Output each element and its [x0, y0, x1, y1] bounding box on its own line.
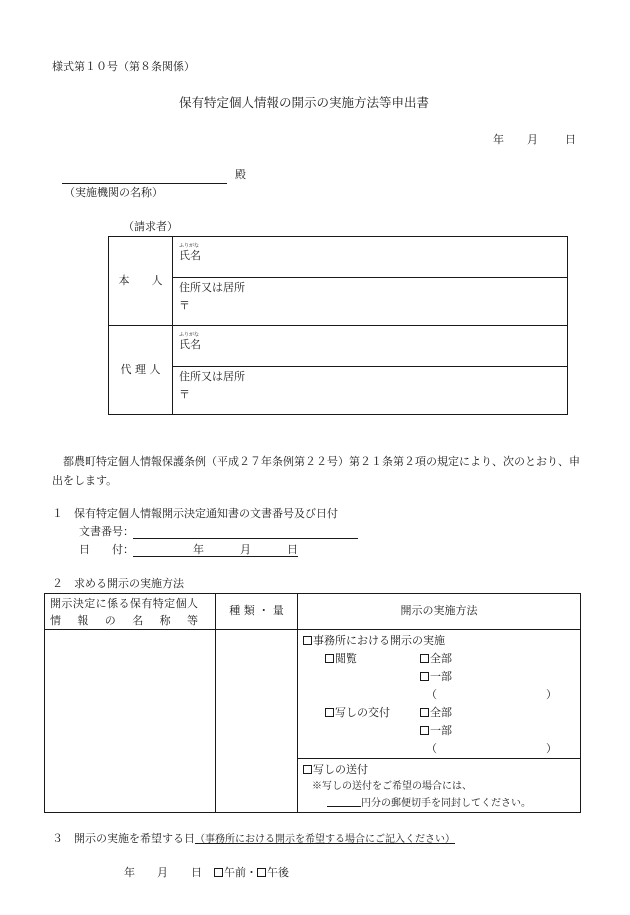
doc-number-label: 文書番号：: [79, 525, 134, 538]
date-day-label: 日: [565, 133, 576, 146]
view-paren-close: ）: [546, 688, 557, 701]
agent-postal-mark: 〒: [179, 388, 190, 402]
view-all-option[interactable]: 全部: [420, 650, 452, 668]
section2-heading: ２ 求める開示の実施方法: [52, 577, 184, 590]
ampm-selector: [214, 866, 289, 880]
copy-paren-open: （: [426, 742, 437, 755]
principal-label: 本 人: [118, 273, 163, 287]
principal-address-label: 住所又は居所: [179, 281, 245, 294]
agent-name-ruby: ふりがな: [179, 332, 200, 338]
copy-paren-close: ）: [546, 742, 557, 755]
office-option[interactable]: 事務所における開示の実施: [303, 632, 580, 650]
copy-part-option[interactable]: 一部: [420, 722, 452, 740]
view-part-option[interactable]: 一部: [420, 668, 452, 686]
principal-name-label: 氏名: [179, 249, 201, 262]
agent-label-cell: [109, 326, 173, 415]
addressee-caption: （実施機関の名称）: [64, 186, 163, 199]
section3-year: 年: [124, 866, 135, 879]
principal-postal-mark: 〒: [179, 299, 190, 313]
requester-heading: （請求者）: [123, 220, 178, 233]
agent-address-label: 住所又は居所: [179, 370, 245, 383]
section1-heading: １ 保有特定個人情報開示決定通知書の文書番号及び日付: [52, 507, 338, 520]
principal-address-field[interactable]: [173, 278, 568, 326]
agent-address-field[interactable]: [173, 367, 568, 415]
stamp-amount-input[interactable]: [327, 796, 361, 807]
addressee-honorific: 殿: [235, 168, 246, 181]
office-disclosure-cell: [298, 630, 581, 759]
am-option[interactable]: 午前: [214, 866, 246, 879]
mail-cell: [298, 759, 581, 813]
copy-all-option[interactable]: 全部: [420, 704, 452, 722]
mail-note: ※写しの送付をご希望の場合には、: [312, 781, 472, 792]
mail-checkbox[interactable]: [303, 765, 312, 774]
pm-option[interactable]: 午後: [257, 866, 289, 879]
doc-date-year: 年: [193, 543, 204, 556]
section3-month: 月: [157, 866, 168, 879]
stamp-note: 円分の郵便切手を同封してください。: [361, 798, 531, 809]
col3-header: 開示の実施方法: [298, 594, 581, 630]
section3-note: （事務所における開示を希望する場合にご記入ください）: [195, 834, 455, 845]
doc-date-month: 月: [240, 543, 251, 556]
mail-option[interactable]: 写しの送付: [303, 761, 580, 778]
page-title: 保有特定個人情報の開示の実施方法等申出書: [179, 95, 430, 110]
form-number: 様式第１０号（第８条関係）: [52, 60, 195, 73]
agent-name-field[interactable]: [173, 326, 568, 367]
body-text: 都農町特定個人情報保護条例（平成２７年条例第２２号）第２１条第２項の規定により、次のとおり、申出をします。: [52, 455, 580, 487]
doc-date-label: 日 付：: [79, 543, 134, 556]
office-checkbox[interactable]: [303, 636, 312, 645]
info-name-field[interactable]: [45, 630, 216, 813]
addressee-input-line[interactable]: [62, 183, 227, 184]
requester-table: [108, 236, 568, 415]
stamp-note-row: [303, 795, 580, 812]
method-table: [44, 593, 581, 813]
view-option[interactable]: 閲覧: [325, 650, 357, 668]
doc-date-input-line[interactable]: [133, 556, 298, 557]
principal-label-cell: [109, 237, 173, 326]
ampm-separator: ・: [246, 866, 257, 879]
section3-heading: ３ 開示の実施を希望する日（事務所における開示を希望する場合にご記入ください）: [52, 832, 455, 845]
doc-date-day: 日: [287, 543, 298, 556]
am-checkbox[interactable]: [214, 868, 223, 877]
type-quantity-field[interactable]: [216, 630, 298, 813]
date-year-label: 年: [493, 133, 504, 146]
principal-name-ruby: ふりがな: [179, 243, 200, 249]
principal-name-field[interactable]: [173, 237, 568, 278]
agent-name-label: 氏名: [179, 338, 201, 351]
date-month-label: 月: [527, 133, 538, 146]
doc-number-input-line[interactable]: [133, 538, 358, 539]
section3-day: 日: [191, 866, 202, 879]
pm-checkbox[interactable]: [257, 868, 266, 877]
copy-option[interactable]: 写しの交付: [325, 704, 390, 722]
view-paren-open: （: [426, 688, 437, 701]
col1-header: 開示決定に係る保有特定個人情報の名称等: [45, 594, 216, 630]
col2-header: 種 類 ・ 量: [216, 594, 298, 630]
agent-label: 代 理 人: [120, 362, 161, 376]
